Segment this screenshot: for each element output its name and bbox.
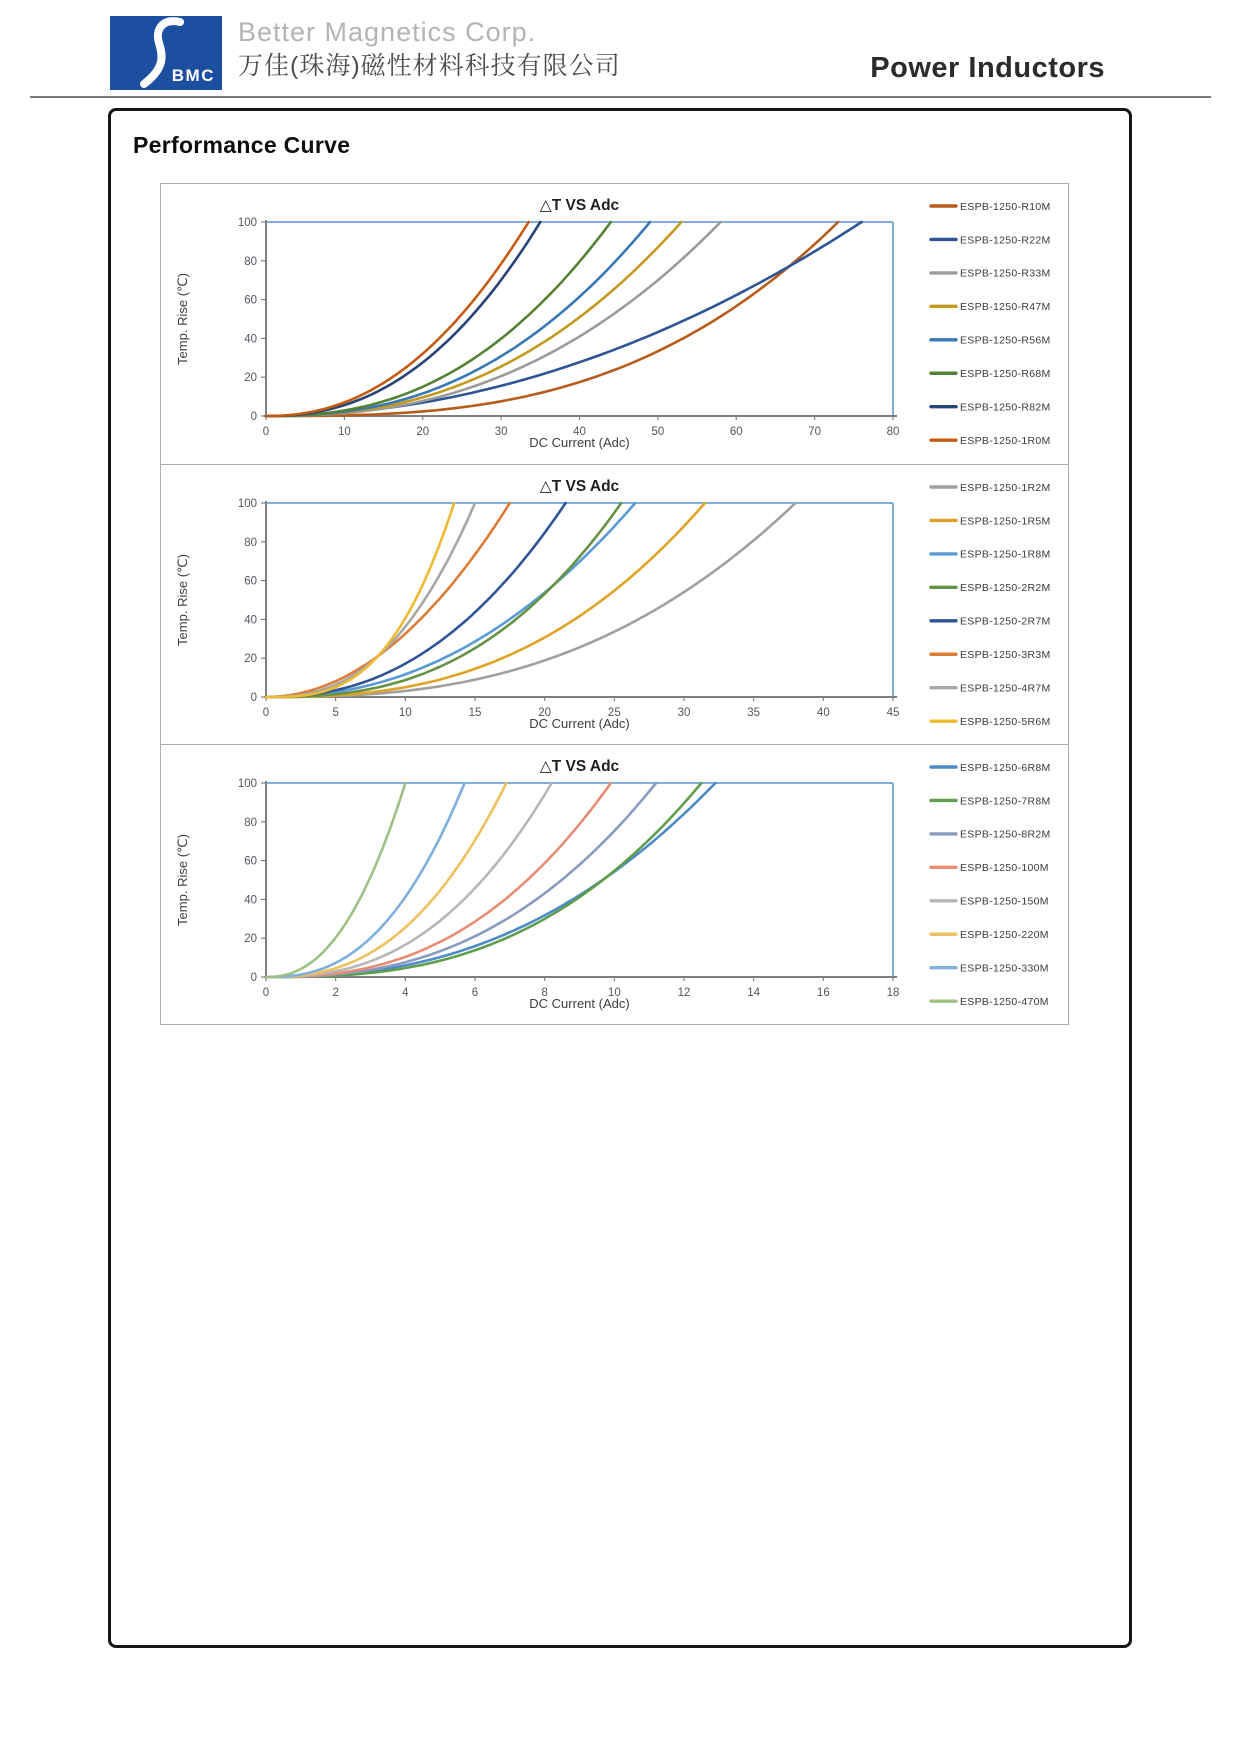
y-tick-label: 20 [244, 653, 257, 666]
y-tick-label: 80 [244, 255, 257, 268]
y-tick-label: 40 [244, 894, 257, 907]
legend-label: ESPB-1250-1R2M [960, 481, 1051, 494]
legend-item [931, 963, 1049, 975]
y-tick-label: 100 [237, 217, 257, 229]
legend-label: ESPB-1250-8R2M [960, 828, 1051, 841]
y-axis-title: Temp. Rise (℃) [175, 273, 190, 365]
legend-label: ESPB-1250-2R2M [960, 582, 1051, 595]
x-tick-label: 10 [607, 987, 621, 999]
legend-label: ESPB-1250-R47M [960, 301, 1051, 314]
x-tick-label: 80 [886, 426, 900, 438]
y-tick-label: 0 [250, 692, 257, 704]
x-tick-label: 45 [886, 707, 900, 719]
x-tick-label: 16 [816, 987, 830, 999]
chart-svg [161, 745, 1068, 1025]
y-tick-label: 80 [244, 816, 257, 829]
legend-label: ESPB-1250-R68M [960, 368, 1051, 381]
legend-label: ESPB-1250-R82M [960, 401, 1051, 414]
x-tick-label: 12 [677, 987, 691, 999]
y-tick-label: 20 [244, 933, 257, 946]
x-tick-label: 18 [886, 987, 900, 999]
chart-panel-1 [161, 184, 1068, 464]
chart-title: △T VS Adc [539, 197, 620, 214]
legend-item [931, 582, 1051, 594]
company-block [238, 17, 621, 81]
series-curve-ESPB-1250-8R2M [266, 783, 656, 977]
x-tick-label: 70 [808, 426, 822, 438]
series-curve-ESPB-1250-1R0M [266, 222, 529, 416]
legend-item [931, 829, 1051, 841]
series-curve-ESPB-1250-1R8M [266, 503, 635, 697]
legend-item [931, 896, 1049, 908]
legend-label: ESPB-1250-R22M [960, 234, 1051, 247]
legend-label: ESPB-1250-R56M [960, 334, 1051, 347]
legend-item [931, 649, 1051, 661]
x-tick-label: 6 [471, 987, 479, 999]
legend-label: ESPB-1250-R10M [960, 200, 1051, 213]
legend-item [931, 716, 1051, 728]
x-tick-label: 10 [337, 426, 351, 438]
x-tick-label: 50 [651, 426, 665, 438]
company-name-en: Better Magnetics Corp. [238, 17, 537, 47]
legend-item [931, 996, 1049, 1008]
legend-item [931, 929, 1049, 941]
legend-item [931, 549, 1051, 561]
chart-panel-3 [161, 744, 1068, 1024]
legend-label: ESPB-1250-6R8M [960, 761, 1051, 774]
x-axis-title: DC Current (Adc) [529, 716, 630, 731]
y-tick-label: 100 [237, 498, 257, 510]
x-tick-label: 40 [573, 426, 586, 438]
legend-item [931, 234, 1051, 246]
legend-item [931, 862, 1049, 874]
legend-label: ESPB-1250-2R7M [960, 615, 1051, 628]
legend-label: ESPB-1250-470M [960, 995, 1049, 1008]
x-tick-label: 25 [607, 707, 621, 719]
legend-label: ESPB-1250-5R6M [960, 715, 1051, 728]
x-tick-label: 20 [538, 707, 552, 719]
series-curve-ESPB-1250-330M [266, 783, 465, 977]
x-tick-label: 0 [262, 987, 270, 999]
section-title: Performance Curve [133, 132, 351, 159]
legend-label: ESPB-1250-330M [960, 962, 1049, 975]
x-tick-label: 2 [332, 987, 339, 999]
series-curve-ESPB-1250-1R2M [266, 503, 796, 697]
x-tick-label: 20 [416, 426, 430, 438]
y-tick-label: 60 [244, 575, 257, 588]
legend-item [931, 335, 1051, 347]
y-tick-label: 60 [244, 294, 257, 307]
charts-container [160, 183, 1069, 1025]
series-curve-ESPB-1250-100M [266, 783, 611, 977]
y-axis-title: Temp. Rise (℃) [175, 834, 190, 926]
series-curve-ESPB-1250-1R5M [266, 503, 705, 697]
x-tick-label: 30 [677, 707, 691, 719]
legend-item [931, 616, 1051, 628]
x-tick-label: 4 [402, 987, 409, 999]
legend-label: ESPB-1250-220M [960, 929, 1049, 942]
x-axis-title: DC Current (Adc) [529, 996, 630, 1011]
product-title: Power Inductors [870, 52, 1105, 84]
legend-label: ESPB-1250-R33M [960, 267, 1051, 280]
legend-label: ESPB-1250-150M [960, 895, 1049, 908]
chart-svg [161, 184, 1068, 464]
legend-item [931, 795, 1051, 807]
legend-label: ESPB-1250-100M [960, 862, 1049, 875]
legend-label: ESPB-1250-3R3M [960, 649, 1051, 662]
x-tick-label: 15 [468, 707, 482, 719]
legend-label: ESPB-1250-1R5M [960, 515, 1051, 528]
legend-item [931, 482, 1051, 494]
legend-label: ESPB-1250-7R8M [960, 795, 1051, 808]
y-tick-label: 0 [250, 411, 257, 423]
chart-title: △T VS Adc [539, 478, 620, 495]
legend-label: ESPB-1250-4R7M [960, 682, 1051, 695]
logo-text: BMC [171, 66, 215, 85]
chart-title: △T VS Adc [539, 758, 620, 775]
legend-item [931, 515, 1051, 527]
series-curve-ESPB-1250-3R3M [266, 503, 510, 697]
legend-item [931, 402, 1051, 414]
x-tick-label: 35 [747, 707, 761, 719]
series-curve-ESPB-1250-150M [266, 783, 552, 977]
x-tick-label: 10 [398, 707, 412, 719]
legend-item [931, 435, 1051, 447]
legend-label: ESPB-1250-1R8M [960, 548, 1051, 561]
x-tick-label: 0 [262, 426, 270, 438]
y-tick-label: 100 [237, 778, 257, 790]
x-axis-title: DC Current (Adc) [529, 435, 630, 450]
series-curve-ESPB-1250-470M [266, 783, 405, 977]
chart-svg [161, 465, 1068, 745]
company-name-cn: 万佳(珠海)磁性材料科技有限公司 [238, 52, 621, 81]
x-tick-label: 0 [262, 707, 270, 719]
y-tick-label: 60 [244, 855, 257, 868]
chart-panel-2 [161, 464, 1068, 744]
bmc-logo [110, 16, 222, 90]
y-tick-label: 40 [244, 333, 257, 346]
legend-item [931, 368, 1051, 380]
legend-item [931, 201, 1051, 213]
legend-label: ESPB-1250-1R0M [960, 434, 1051, 447]
legend-item [931, 268, 1051, 280]
y-tick-label: 20 [244, 372, 257, 385]
legend-item [931, 301, 1051, 313]
content-border-box [108, 108, 1132, 1648]
y-tick-label: 80 [244, 536, 257, 549]
x-tick-label: 60 [729, 426, 743, 438]
y-tick-label: 0 [250, 972, 257, 984]
header-divider [30, 96, 1211, 98]
legend-item [931, 762, 1051, 774]
legend-item [931, 683, 1051, 695]
x-tick-label: 5 [332, 707, 339, 719]
x-tick-label: 30 [494, 426, 508, 438]
y-axis-title: Temp. Rise (℃) [175, 554, 190, 646]
y-tick-label: 40 [244, 614, 257, 627]
x-tick-label: 14 [747, 987, 761, 999]
x-tick-label: 8 [541, 987, 548, 999]
x-tick-label: 40 [816, 707, 830, 719]
